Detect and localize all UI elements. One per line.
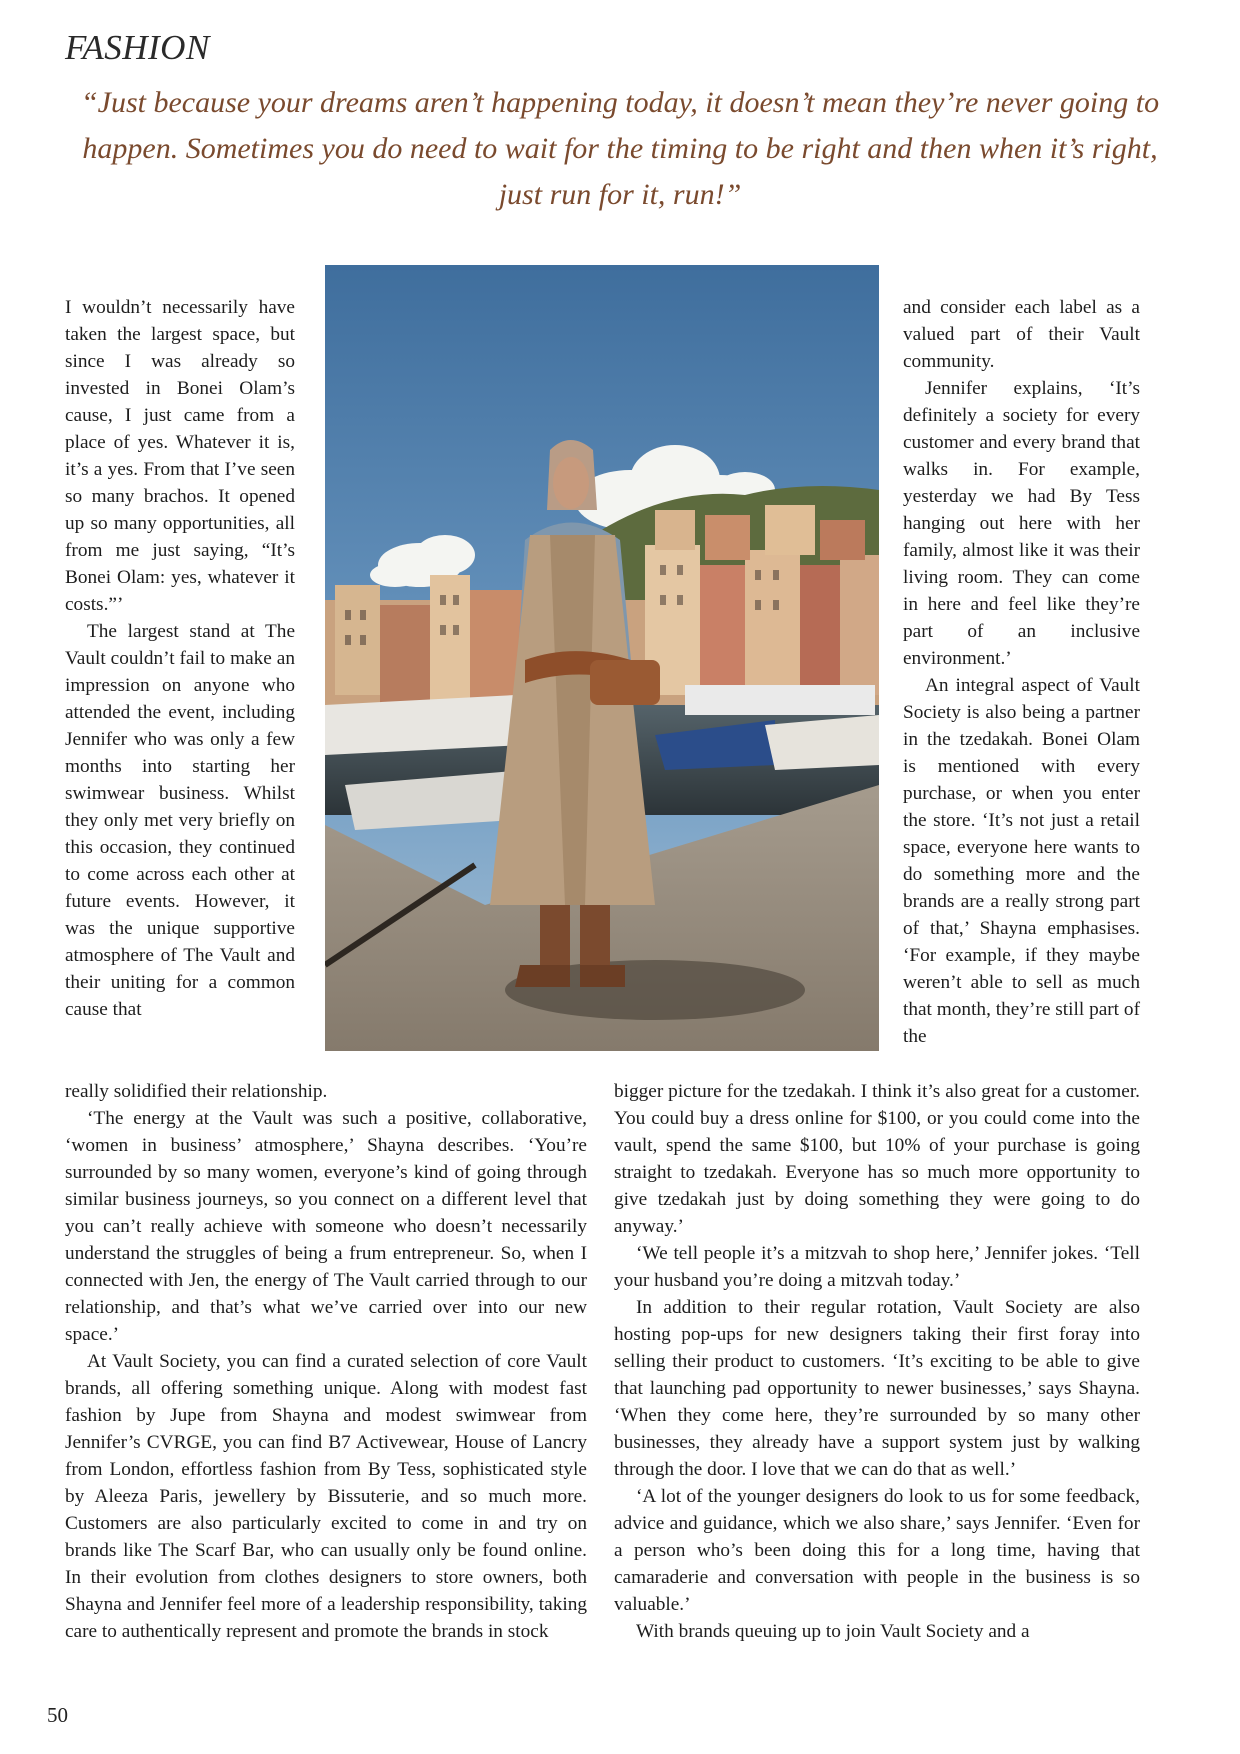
article-column-right-upper (903, 294, 1140, 1050)
article-column-left-upper (65, 294, 295, 1023)
article-paragraph-continuation: really solidified their relationship. (65, 1081, 328, 1102)
article-paragraph: An integral aspect of Vault Society is also being a partner in the tzedakah. Bonei Olam is mentioned with every purchase, or when you enter the store. ‘It’s not just a retail space, everyone here wants to do something more and the brands are a really strong part of that,’ Shayna emphasises. ‘For example, if they maybe weren’t able to sell as much that month, they’re still part of the (903, 675, 1140, 1047)
article-paragraph: In addition to their regular rotation, Vault Society are also hosting pop-ups for new designers taking their first foray into selling their product to customers. ‘It’s exciting to be able to give that launching pad opportunity to newer businesses,’ says Shayna. ‘When they come here, they’re surrounded by so many other businesses, they already have a support system just by walking through the door. I love that we can do that as well.’ (614, 1297, 1140, 1480)
article-paragraph: At Vault Society, you can find a curated selection of core Vault brands, all offering something unique. Along with modest fast fashion by Jupe from Shayna and modest swimwear from Jennifer’s CVRGE, you can find B7 Activewear, House of Lancry from London, effortless fashion from By Tess, sophisticated style by Aleeza Paris, jewellery by Bissuterie, and so much more. Customers are also particularly excited to come in and try on brands like The Scarf Bar, who can usually only be found online. In their evolution from clothes designers to store owners, both Shayna and Jennifer feel more of a leadership responsibility, taking care to authentically represent and promote the brands in stock (65, 1351, 587, 1642)
article-paragraph: ‘The energy at the Vault was such a positive, collaborative, ‘women in business’ atmosphere,’ Shayna describes. ‘You’re surrounded by so many women, everyone’s kind of going through similar business journeys, so you connect on a different level that you can’t really achieve with someone who doesn’t necessarily understand the struggles of being a frum entrepreneur. So, when I connected with Jen, the energy of The Vault carried through to our relationship, and that’s what we’ve carried over into our new space.’ (65, 1108, 587, 1345)
article-column-left-lower (65, 1078, 587, 1645)
page-number: 50 (47, 1703, 68, 1727)
article-paragraph: Jennifer explains, ‘It’s definitely a society for every customer and every brand that walks in. For example, yesterday we had By Tess hanging out here with her family, almost like it was their living room. They can come in here and feel like they’re part of an inclusive environment.’ (903, 378, 1140, 669)
fashion-photo (325, 265, 879, 1051)
pull-quote: “Just because your dreams aren’t happening today, it doesn’t mean they’re never going to happen. Sometimes you do need to wait for the timing to be right and then when it’s right, just run for it, run!” (80, 86, 1160, 211)
article-paragraph: The largest stand at The Vault couldn’t fail to make an impression on anyone who attended the event, including Jennifer who was only a few months into starting her swimwear business. Whilst they only met very briefly on this occasion, they continued to come across each other at future events. However, it was the unique supportive atmosphere of The Vault and their uniting for a common cause that (65, 621, 295, 1020)
article-paragraph: I wouldn’t necessarily have taken the largest space, but since I was already so invested in Bonei Olam’s cause, I just came from a place of yes. Whatever it is, it’s a yes. From that I’ve seen so many brachos. It opened up so many opportunities, all from me just saying, “It’s Bonei Olam: yes, whatever it costs.”’ (65, 297, 295, 615)
article-paragraph: ‘We tell people it’s a mitzvah to shop here,’ Jennifer jokes. ‘Tell your husband you’re doing a mitzvah today.’ (614, 1243, 1140, 1291)
article-paragraph: With brands queuing up to join Vault Society and a (636, 1621, 1030, 1642)
article-paragraph-continuation: bigger picture for the tzedakah. I think it’s also great for a customer. You could buy a dress online for $100, or you could come into the vault, spend the same $100, but 10% of your purchase is going straight to tzedakah. Everyone has so much more opportunity to give tzedakah just by doing something they were going to do anyway.’ (614, 1081, 1140, 1237)
article-paragraph: ‘A lot of the younger designers do look to us for some feedback, advice and guidance, which we also share,’ says Jennifer. ‘Even for a person who’s been doing this for a long time, having that camaraderie and conversation with people in the business is so valuable.’ (614, 1486, 1140, 1615)
article-paragraph: and consider each label as a valued part of their Vault community. (903, 297, 1140, 372)
section-title: FASHION (65, 28, 210, 67)
article-column-right-lower (614, 1078, 1140, 1645)
